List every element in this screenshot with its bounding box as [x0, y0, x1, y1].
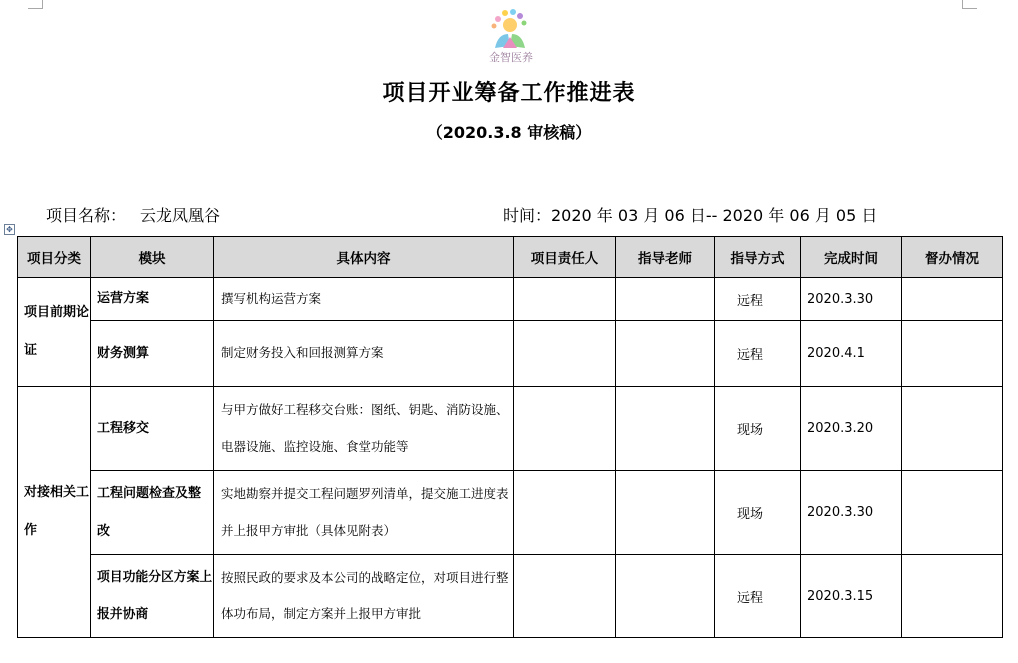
supervision-cell[interactable]	[902, 471, 1003, 555]
project-name-line	[46, 203, 220, 226]
date-cell: 2020.3.30	[801, 471, 902, 555]
teacher-cell[interactable]	[616, 278, 715, 321]
header-supervision: 督办情况	[902, 237, 1003, 278]
owner-cell[interactable]	[514, 321, 616, 387]
module-cell: 运营方案	[91, 278, 214, 321]
teacher-cell[interactable]	[616, 555, 715, 638]
module-cell: 项目功能分区方案上报并协商	[91, 555, 214, 638]
method-cell: 现场	[715, 471, 801, 555]
method-cell: 远程	[715, 321, 801, 387]
table-row	[18, 471, 1003, 555]
owner-cell[interactable]	[514, 278, 616, 321]
teacher-cell[interactable]	[616, 471, 715, 555]
page-corner-mark-left	[28, 0, 43, 9]
page-subtitle: （2020.3.8 审核稿）	[426, 123, 592, 142]
content-cell: 与甲方做好工程移交台账：图纸、钥匙、消防设施、电器设施、监控设施、食堂功能等	[214, 387, 514, 471]
owner-cell[interactable]	[514, 387, 616, 471]
table-header-row	[18, 237, 1003, 278]
date-cell: 2020.3.20	[801, 387, 902, 471]
table-move-handle-icon[interactable]: ✥	[4, 224, 15, 235]
table-row	[18, 278, 1003, 321]
teacher-cell[interactable]	[616, 387, 715, 471]
supervision-cell[interactable]	[902, 387, 1003, 471]
date-cell: 2020.4.1	[801, 321, 902, 387]
header-category: 项目分类	[18, 237, 91, 278]
header-teacher: 指导老师	[616, 237, 715, 278]
project-name-value: 云龙凤凰谷	[140, 206, 221, 225]
project-time: 时间：2020 年 03 月 06 日-- 2020 年 06 月 05 日	[503, 206, 878, 225]
supervision-cell[interactable]	[902, 321, 1003, 387]
method-cell: 远程	[715, 555, 801, 638]
category-cell: 项目前期论证	[18, 278, 91, 387]
project-name-label: 项目名称：	[46, 206, 127, 225]
category-cell: 对接相关工作	[18, 387, 91, 638]
progress-table	[17, 236, 1003, 638]
date-cell: 2020.3.30	[801, 278, 902, 321]
owner-cell[interactable]	[514, 555, 616, 638]
header-owner: 项目责任人	[514, 237, 616, 278]
header-module: 模块	[91, 237, 214, 278]
content-cell: 实地勘察并提交工程问题罗列清单，提交施工进度表并上报甲方审批（具体见附表）	[214, 471, 514, 555]
header-method: 指导方式	[715, 237, 801, 278]
supervision-cell[interactable]	[902, 278, 1003, 321]
module-cell: 工程问题检查及整改	[91, 471, 214, 555]
method-cell: 远程	[715, 278, 801, 321]
supervision-cell[interactable]	[902, 555, 1003, 638]
owner-cell[interactable]	[514, 471, 616, 555]
module-cell: 财务测算	[91, 321, 214, 387]
logo-text: 金智医养	[489, 51, 533, 64]
content-cell: 撰写机构运营方案	[214, 278, 514, 321]
teacher-cell[interactable]	[616, 321, 715, 387]
content-cell: 制定财务投入和回报测算方案	[214, 321, 514, 387]
date-cell: 2020.3.15	[801, 555, 902, 638]
page-corner-mark-right	[962, 0, 977, 9]
header-date: 完成时间	[801, 237, 902, 278]
content-cell: 按照民政的要求及本公司的战略定位，对项目进行整体功布局，制定方案并上报甲方审批	[214, 555, 514, 638]
method-cell: 现场	[715, 387, 801, 471]
module-cell: 工程移交	[91, 387, 214, 471]
table-row	[18, 555, 1003, 638]
page-title: 项目开业筹备工作推进表	[382, 81, 636, 106]
header-content: 具体内容	[214, 237, 514, 278]
table-row	[18, 387, 1003, 471]
table-row	[18, 321, 1003, 387]
